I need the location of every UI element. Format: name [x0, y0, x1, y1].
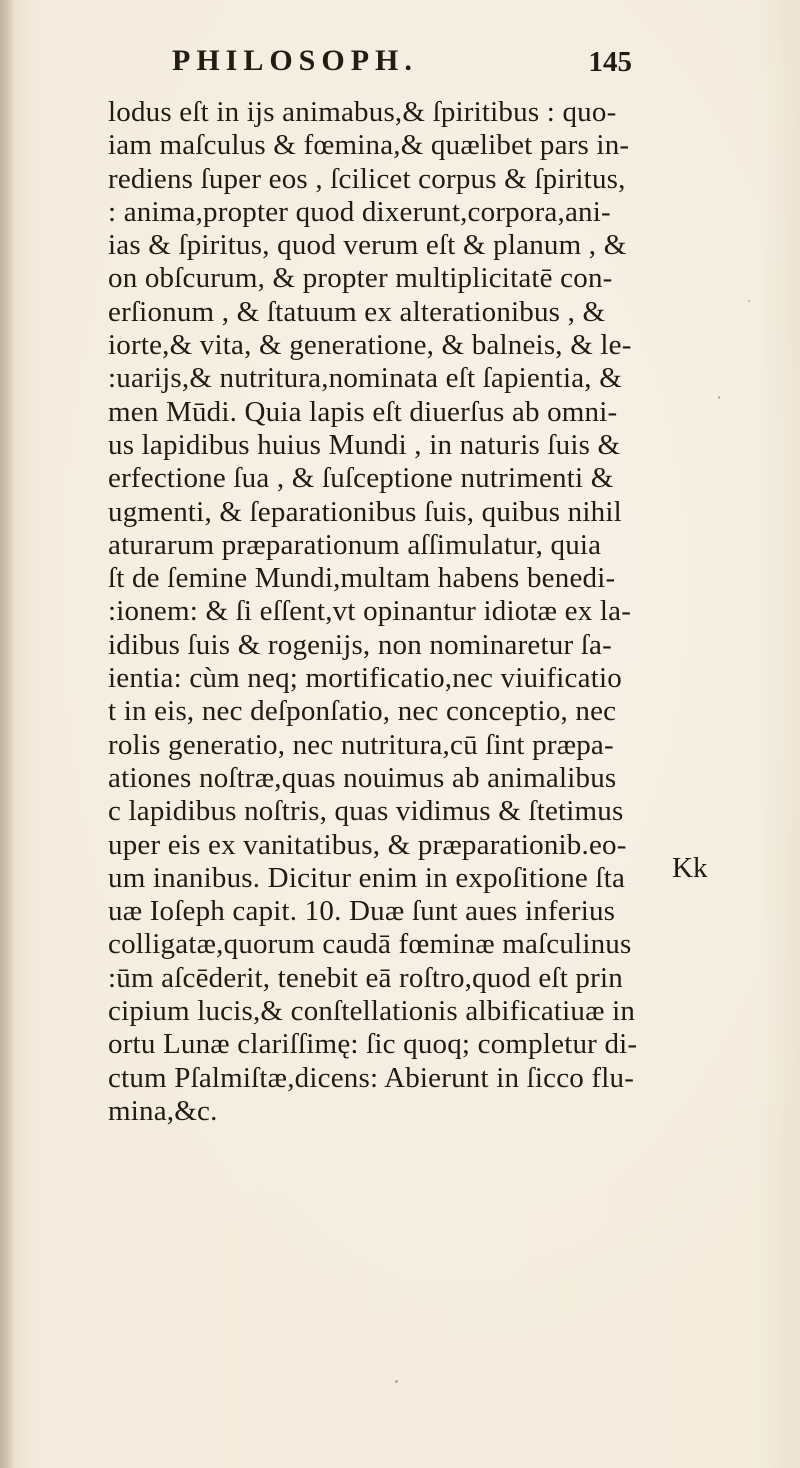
text-line: erfectione ſua , & ſuſceptione nutrimenti & [108, 462, 614, 495]
page-number: 145 [588, 46, 632, 78]
text-line: erſionum , & ſtatuum ex alterationibus , & [108, 295, 606, 328]
text-line: :ionem: & ſi eſſent,vt opinantur idiotæ ex la- [108, 595, 632, 628]
page-header [172, 44, 632, 84]
text-line: :ūm aſcēderit, tenebit eā roſtro,quod eſt prin [108, 961, 623, 994]
text-line: ationes noſtræ,quas nouimus ab animalibus [108, 761, 617, 794]
text-line: on obſcurum, & propter multiplicitatē con- [108, 262, 613, 295]
text-line: rediens ſuper eos , ſcilicet corpus & ſpiritus, [108, 162, 626, 195]
text-line: ortu Lunæ clariſſimę: ſic quoq; completur di- [108, 1028, 638, 1061]
running-head: PHILOSOPH. [172, 44, 418, 77]
text-line: idibus ſuis & rogenijs, non nominaretur ſa- [108, 628, 612, 661]
text-line: uæ Ioſeph capit. 10. Duæ ſunt aues inferius [108, 895, 616, 928]
text-line: uper eis ex vanitatibus, & præparationib.eo- [108, 828, 627, 861]
paper-speck [395, 1380, 398, 1383]
text-line: : anima,propter quod dixerunt,corpora,ani- [108, 195, 611, 228]
paper-speck [718, 396, 720, 399]
text-line: us lapidibus huius Mundi , in naturis ſuis & [108, 428, 621, 461]
text-line: iam maſculus & fœmina,& quælibet pars in- [108, 129, 630, 162]
text-line: colligatæ,quorum caudā fœminæ maſculinus [108, 928, 632, 961]
paper-speck [748, 300, 750, 302]
text-line: c lapidibus noſtris, quas vidimus & ſtetimus [108, 795, 624, 828]
text-line: ias & ſpiritus, quod verum eſt & planum , & [108, 229, 627, 262]
text-line: iorte,& vita, & generatione, & balneis, & le- [108, 329, 632, 362]
text-line: ſt de ſemine Mundi,multam habens benedi- [108, 562, 616, 595]
text-line: men Mūdi. Quia lapis eſt diuerſus ab omni- [108, 395, 618, 428]
catchword: Kk [672, 852, 708, 884]
text-line: cipium lucis,& conſtellationis albificatiuæ in [108, 995, 636, 1028]
text-line: t in eis, nec deſponſatio, nec conceptio, nec [108, 695, 617, 728]
text-line: aturarum præparationum aſſimulatur, quia [108, 528, 602, 561]
page-gutter-shadow [0, 0, 14, 1468]
text-line: lodus eſt in ijs animabus,& ſpiritibus : quo- [108, 96, 617, 128]
text-line: um inanibus. Dicitur enim in expoſitione ſta [108, 861, 626, 894]
text-line: ctum Pſalmiſtæ,dicens: Abierunt in ſicco flu- [108, 1061, 635, 1094]
text-line: ugmenti, & ſeparationibus ſuis, quibus nihil [108, 495, 622, 528]
text-line: ientia: cùm neq; mortificatio,nec viuificatio [108, 662, 622, 695]
body-text [108, 96, 774, 1128]
text-line: mina,&c. [108, 1094, 218, 1127]
text-line: rolis generatio, nec nutritura,cū ſint præpa- [108, 728, 614, 761]
text-line: :uarijs,& nutritura,nominata eſt ſapientia, & [108, 362, 622, 395]
